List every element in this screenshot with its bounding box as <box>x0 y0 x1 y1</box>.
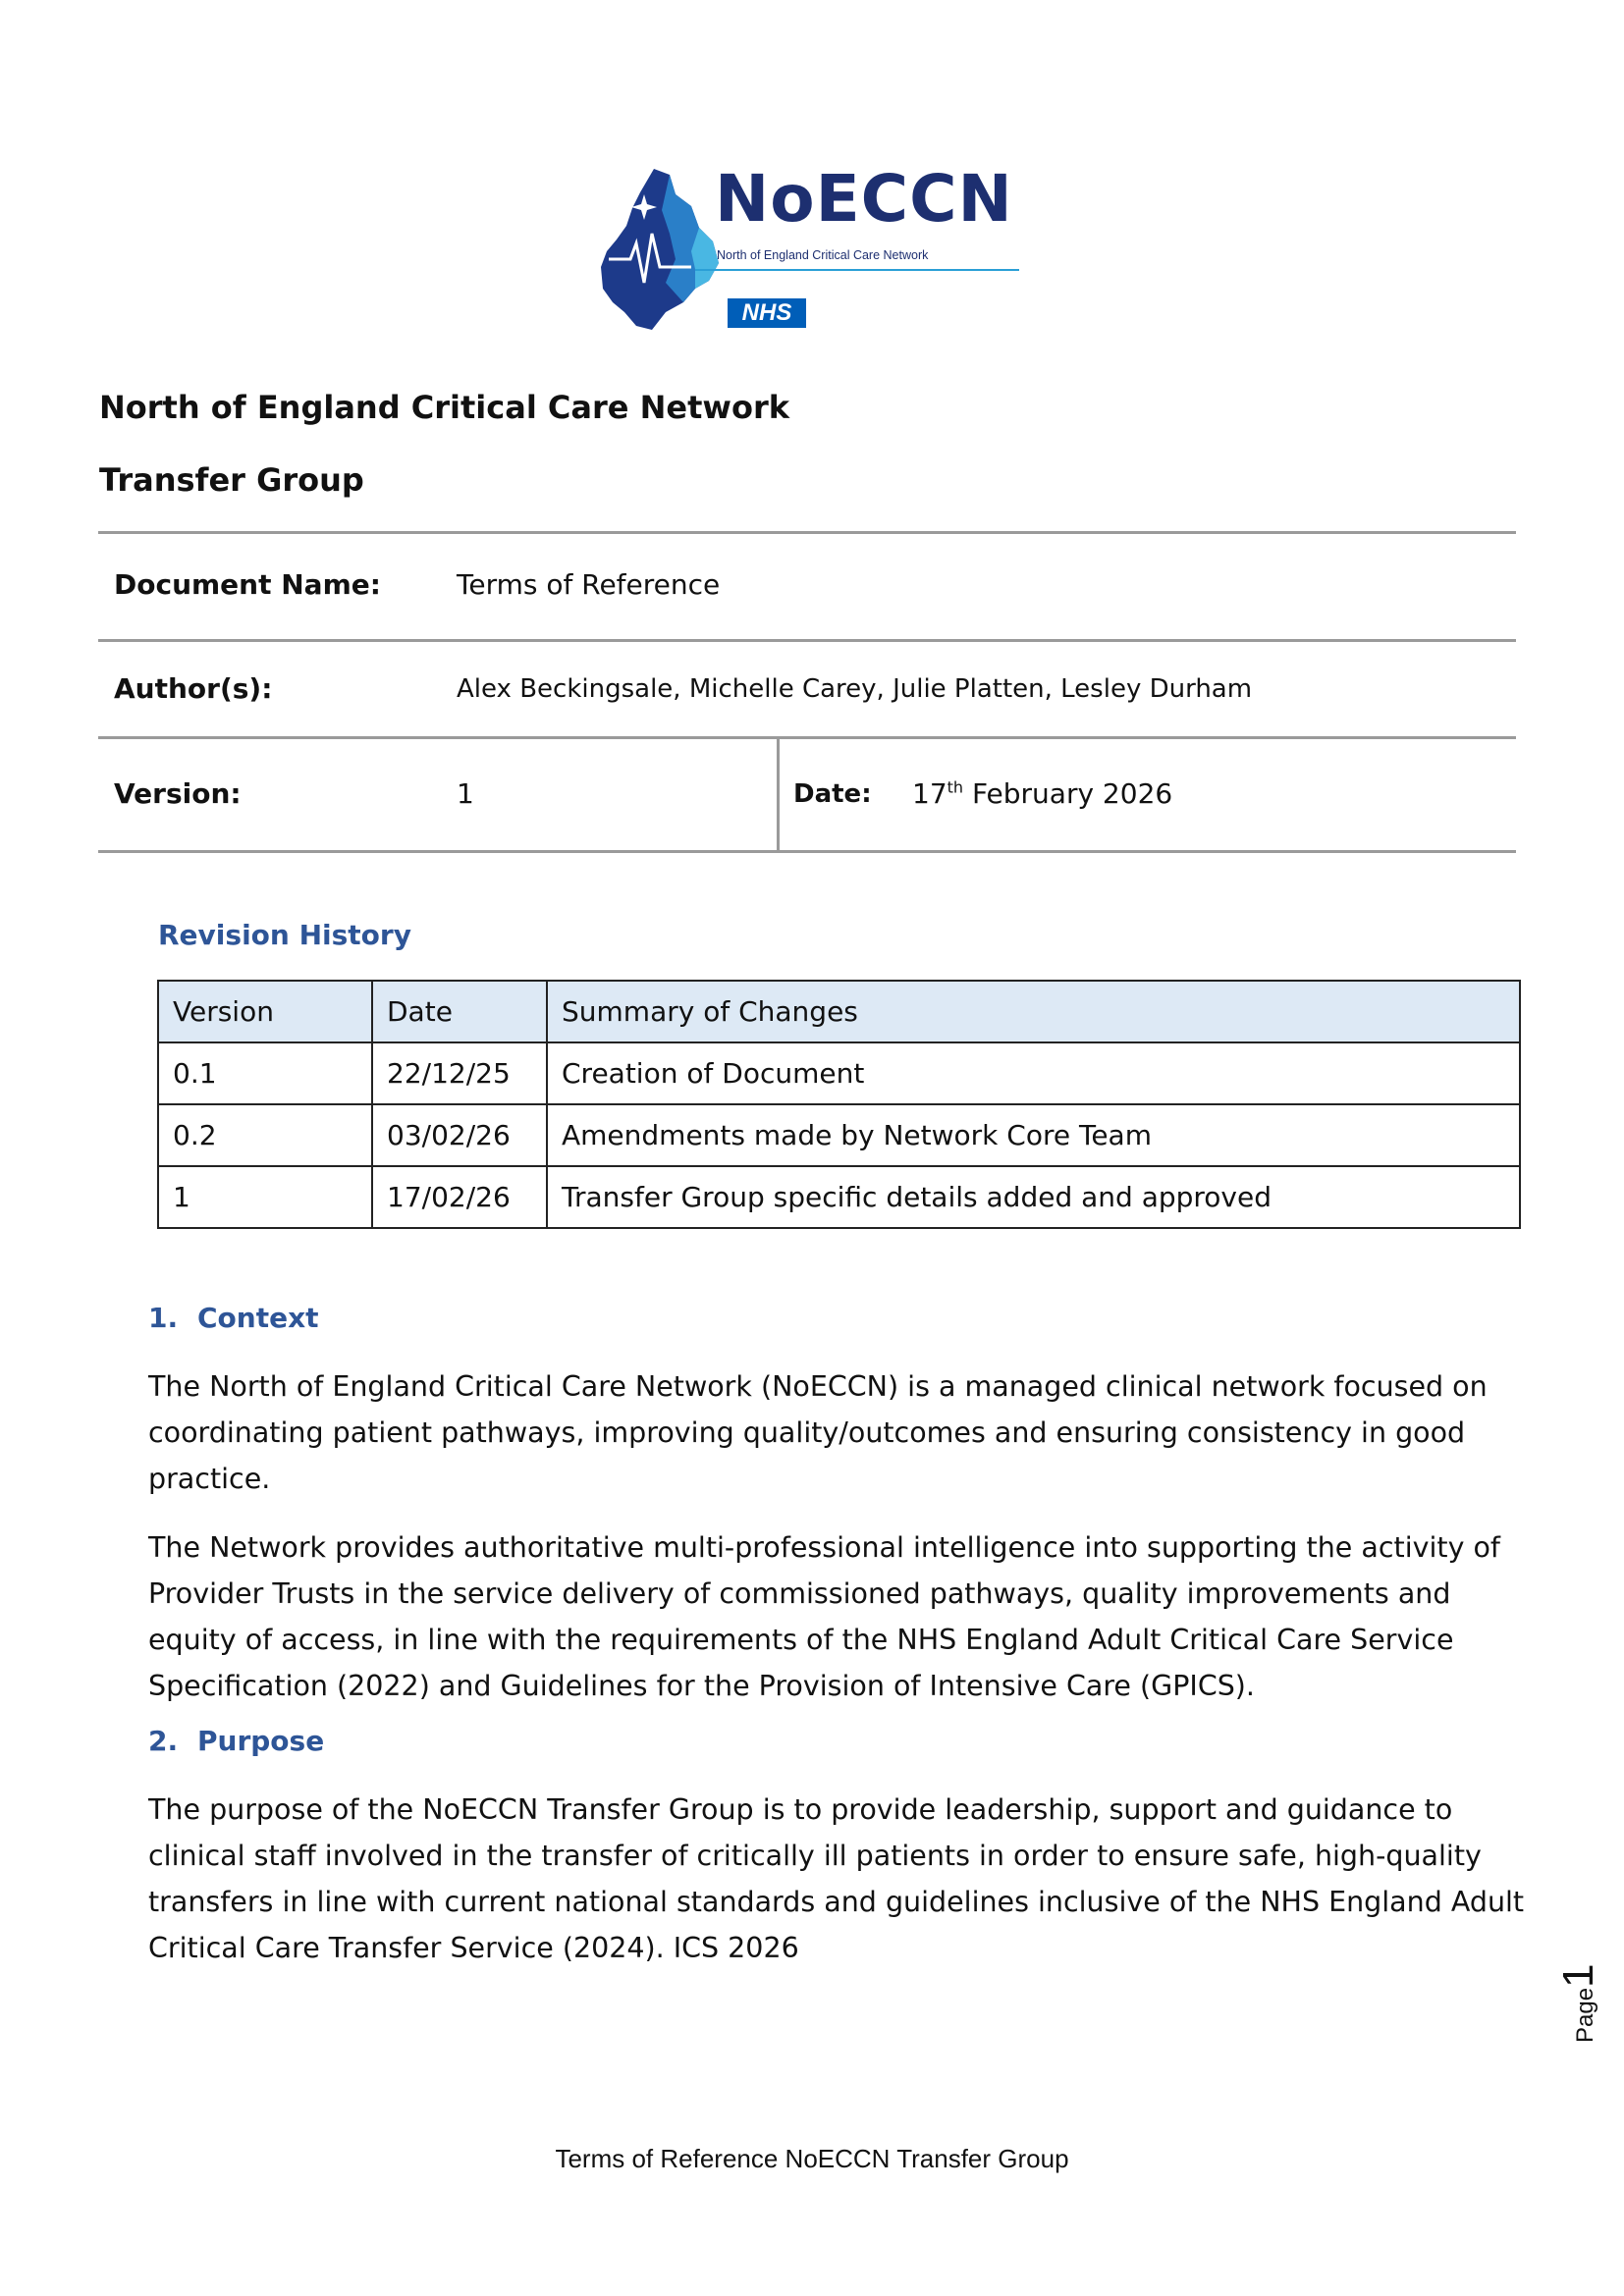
revision-history-heading: Revision History <box>158 919 411 951</box>
date-suffix: th <box>947 777 964 797</box>
table-row <box>158 1104 1520 1166</box>
info-divider <box>98 736 1516 739</box>
cell-version: 0.2 <box>158 1104 372 1166</box>
logo-underline <box>695 269 1019 271</box>
info-divider <box>98 639 1516 642</box>
document-name-label: Document Name: <box>114 568 381 601</box>
section-title: Context <box>197 1302 319 1334</box>
purpose-paragraph-1: The purpose of the NoECCN Transfer Group is to provide leadership, support and guidance to clinical staff involved in the transfer of critically ill patients in order to ensure safe, high-quality transfers in line with current national standards and guidelines inclusive of the NHS England Adult Critical Care Transfer Service (2024). ICS 2026 <box>148 1793 1525 1964</box>
date-rest: February 2026 <box>963 777 1173 810</box>
cell-date: 22/12/25 <box>372 1042 547 1104</box>
info-divider <box>98 850 1516 853</box>
cell-summary: Creation of Document <box>547 1042 1520 1104</box>
group-title: Transfer Group <box>99 461 364 499</box>
date-day: 17 <box>912 777 947 810</box>
table-row <box>158 1166 1520 1228</box>
section-heading-purpose <box>148 1725 324 1757</box>
cell-version: 1 <box>158 1166 372 1228</box>
info-column-divider <box>777 738 780 853</box>
logo-tagline: North of England Critical Care Network <box>717 248 929 262</box>
info-divider <box>98 531 1516 534</box>
date-value <box>912 777 1172 810</box>
page-label: Page <box>1572 1987 1598 2043</box>
cell-date: 17/02/26 <box>372 1166 547 1228</box>
table-row <box>158 1042 1520 1104</box>
cell-version: 0.1 <box>158 1042 372 1104</box>
cell-date: 03/02/26 <box>372 1104 547 1166</box>
context-paragraph-1: The North of England Critical Care Network (NoECCN) is a managed clinical network focused on coordinating patient pathways, improving quality/outcomes and ensuring consistency in good practice. <box>148 1370 1488 1495</box>
organisation-title: North of England Critical Care Network <box>99 389 790 426</box>
authors-value: Alex Beckingsale, Michelle Carey, Julie Platten, Lesley Durham <box>457 674 1253 704</box>
table-header-row <box>158 981 1520 1042</box>
revision-history-table <box>157 980 1521 1229</box>
nhs-badge: NHS <box>728 298 806 328</box>
cell-summary: Transfer Group specific details added and approved <box>547 1166 1520 1228</box>
authors-label: Author(s): <box>114 672 273 705</box>
document-name-value: Terms of Reference <box>457 568 721 601</box>
column-header-date: Date <box>372 981 547 1042</box>
column-header-version: Version <box>158 981 372 1042</box>
region-map-icon <box>597 165 734 334</box>
noeccn-logo <box>597 161 1029 334</box>
cell-summary: Amendments made by Network Core Team <box>547 1104 1520 1166</box>
section-heading-context <box>148 1302 319 1334</box>
date-label: Date: <box>793 779 872 809</box>
logo-wordmark: NoECCN <box>715 161 1013 237</box>
section-number: 1. <box>148 1302 179 1334</box>
version-value: 1 <box>457 777 474 810</box>
section-number: 2. <box>148 1725 179 1757</box>
page-number <box>1554 1954 1624 2043</box>
context-paragraph-2: The Network provides authoritative multi-professional intelligence into supporting the activity of Provider Trusts in the service delivery of commissioned pathways, quality improvements and equity of access, in line with the requirements of the NHS England Adult Critical Care Service Specification (2022) and Guidelines for the Provision of Intensive Care (GPICS). <box>148 1531 1500 1702</box>
column-header-summary: Summary of Changes <box>547 981 1520 1042</box>
page-number-value: 1 <box>1554 1963 1602 1988</box>
section-title: Purpose <box>197 1725 325 1757</box>
page-footer: Terms of Reference NoECCN Transfer Group <box>555 2144 1069 2173</box>
version-label: Version: <box>114 777 242 810</box>
